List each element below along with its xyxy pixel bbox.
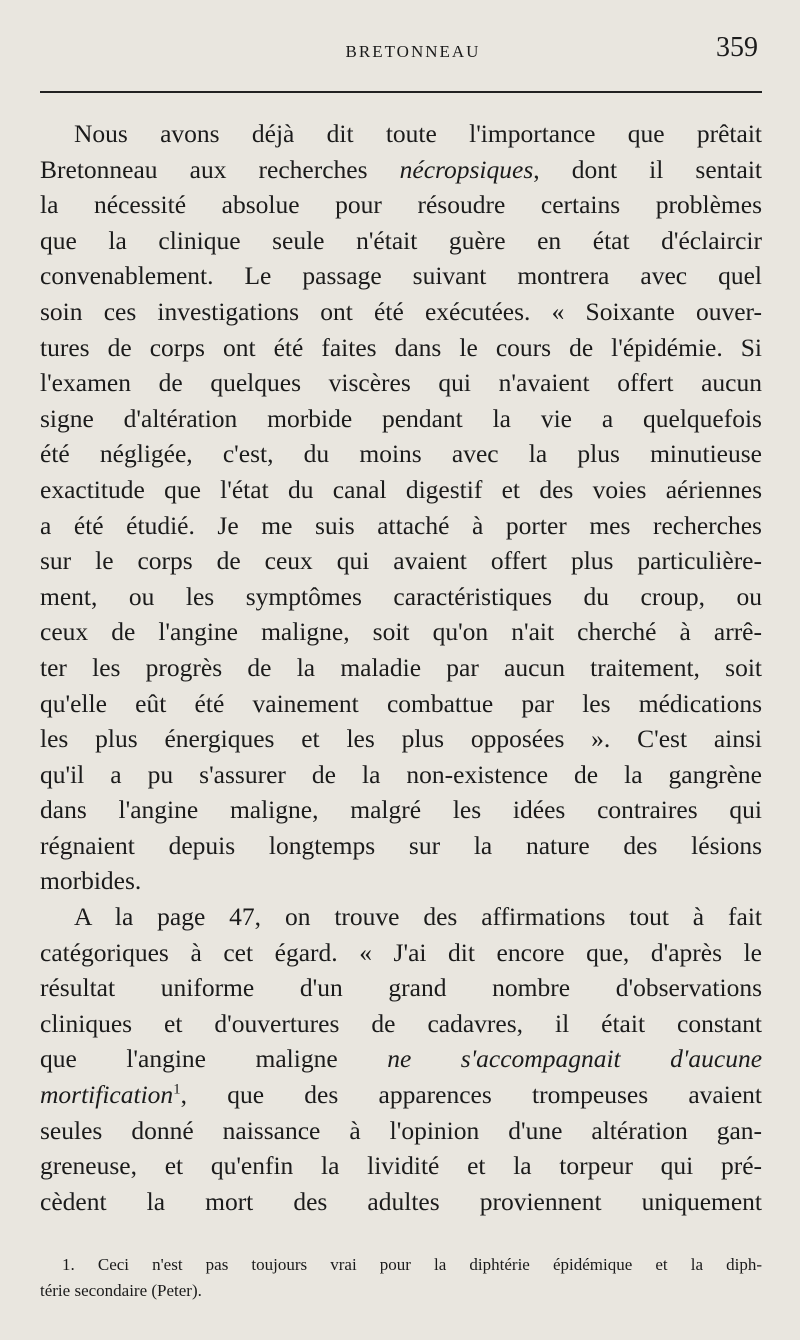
text-line: régnaient depuis longtemps sur la nature des lésions bbox=[40, 830, 762, 860]
text-line: tures de corps ont été faites dans le cours de l'épidémie. Si bbox=[40, 332, 762, 362]
text-line: sur le corps de ceux qui avaient offert plus particulière- bbox=[40, 546, 762, 576]
text-line: qu'elle eût été vainement combattue par les médications bbox=[40, 688, 762, 718]
text-line: seules donné naissance à l'opinion d'une altération gan- bbox=[40, 1115, 762, 1145]
footnote-ref: 1 bbox=[173, 1081, 181, 1098]
text-line: que la clinique seule n'était guère en état d'éclaircir bbox=[40, 225, 762, 255]
text-line: exactitude que l'état du canal digestif et des voies aériennes bbox=[40, 474, 762, 504]
body-text bbox=[40, 116, 762, 1219]
text-line: A la page 47, on trouve des affirmations tout à fait bbox=[74, 902, 762, 932]
text-line: ment, ou les symptômes caractéristiques du croup, ou bbox=[40, 581, 762, 611]
text-line: soin ces investigations ont été exécutées. « Soixante ouver- bbox=[40, 296, 762, 326]
footnote bbox=[40, 1252, 762, 1304]
text-line: cèdent la mort des adultes proviennent uniquement bbox=[40, 1186, 762, 1216]
running-title: BRETONNEAU bbox=[345, 42, 481, 61]
text-line: été négligée, c'est, du moins avec la plus minutieuse bbox=[40, 439, 762, 469]
italic-term: mortification bbox=[40, 1080, 174, 1110]
running-head bbox=[40, 0, 762, 92]
text-line: ceux de l'angine maligne, soit qu'on n'ait cherché à arrê- bbox=[40, 617, 762, 647]
italic-phrase: ne s'accompagnait d'aucune bbox=[387, 1044, 763, 1074]
text-line: greneuse, et qu'enfin la lividité et la torpeur qui pré- bbox=[40, 1151, 762, 1181]
text-line: qu'il a pu s'assurer de la non-existence de la gangrène bbox=[40, 759, 762, 789]
text-line: la nécessité absolue pour résoudre certains problèmes bbox=[40, 190, 762, 220]
footnote-line: térie secondaire (Peter). bbox=[40, 1281, 202, 1300]
italic-term: nécropsiques bbox=[399, 154, 534, 184]
text-line: mortification$^1$, que des apparences trompeuses avaient bbox=[40, 1080, 762, 1110]
text-line: morbides. bbox=[40, 866, 142, 896]
text-line: cliniques et d'ouvertures de cadavres, il était constant bbox=[40, 1008, 762, 1038]
text-line: Nous avons déjà dit toute l'importance que prêtait bbox=[74, 119, 762, 148]
text-line: dans l'angine maligne, malgré les idées contraires qui bbox=[40, 795, 762, 825]
page-number: 359 bbox=[716, 32, 758, 63]
text-line: catégoriques à cet égard. « J'ai dit encore que, d'après le bbox=[40, 937, 762, 967]
text-line: convenablement. Le passage suivant montrera avec quel bbox=[40, 261, 762, 291]
text-line: que l'angine maligne ne s'accompagnait d'aucune bbox=[40, 1044, 763, 1074]
text-line: a été étudié. Je me suis attaché à porter mes recherches bbox=[40, 510, 762, 540]
text-line: résultat uniforme d'un grand nombre d'observations bbox=[40, 973, 762, 1003]
text-line: signe d'altération morbide pendant la vie a quelquefois bbox=[40, 403, 762, 433]
header-rule bbox=[40, 91, 762, 93]
text-line: ter les progrès de la maladie par aucun traitement, soit bbox=[40, 652, 762, 682]
text-line: les plus énergiques et les plus opposées ». C'est ainsi bbox=[40, 724, 762, 754]
text-line: Bretonneau aux recherches nécropsiques, dont il sentait bbox=[40, 154, 762, 184]
text-line: l'examen de quelques viscères qui n'avaient offert aucun bbox=[40, 368, 762, 398]
footnote-line: 1. Ceci n'est pas toujours vrai pour la diphtérie épidémique et la diph- bbox=[62, 1255, 762, 1274]
